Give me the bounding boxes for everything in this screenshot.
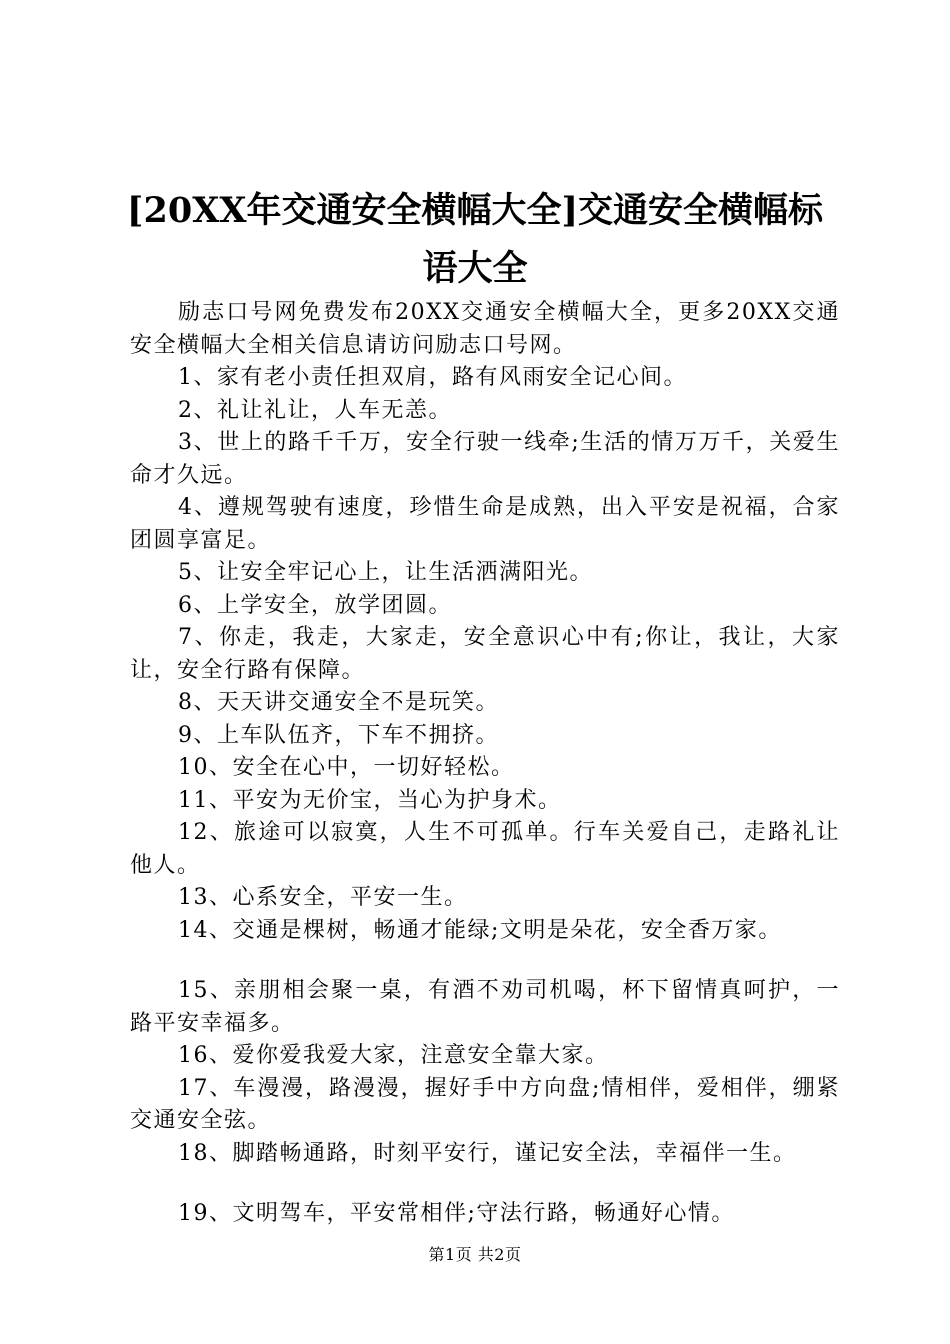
slogan-item: 14、交通是棵树，畅通才能绿;文明是朵花，安全香万家。 [178,917,782,943]
slogan-item: 18、脚踏畅通路，时刻平安行，谨记安全法，幸福伴一生。 [178,1140,797,1166]
intro-paragraph: 励志口号网免费发布20XX交通安全横幅大全，更多20XX交通安全横幅大全相关信息请访问励志口号网。 [130,300,840,358]
slogan-item: 10、安全在心中，一切好轻松。 [178,755,515,780]
title-line-1: [20XX年交通安全横幅大全]交通安全横幅标 [126,190,824,231]
slogan-item: 17、车漫漫，路漫漫，握好手中方向盘;情相伴，爱相伴，绷紧交通安全弦。 [130,1075,840,1133]
page-number-label: 第1页 共2页 [428,1245,522,1264]
slogan-item: 1、家有老小责任担双肩，路有风雨安全记心间。 [178,365,687,390]
paragraph-spacer [130,1170,840,1198]
slogan-item: 13、心系安全，平安一生。 [178,885,468,910]
slogan-item: 8、天天讲交通安全不是玩笑。 [178,690,499,715]
document-title [120,182,830,298]
slogan-item: 11、平安为无价宝，当心为护身术。 [178,787,562,813]
slogan-item: 4、遵规驾驶有速度，珍惜生命是成熟，出入平安是祝福，合家团圆享富足。 [130,495,840,553]
slogan-item: 3、世上的路千千万，安全行驶一线牵;生活的情万万千，关爱生命才久远。 [130,430,840,488]
paragraph-spacer [130,947,840,975]
slogan-item: 7、你走，我走，大家走，安全意识心中有;你让，我让，大家让，安全行路有保障。 [130,625,840,683]
document-body [130,297,840,1231]
title-line-2: 语大全 [422,248,528,289]
slogan-item: 6、上学安全，放学团圆。 [178,592,452,618]
slogan-item: 15、亲朋相会聚一桌，有酒不劝司机喝，杯下留情真呵护，一路平安幸福多。 [130,978,840,1036]
slogan-item: 12、旅途可以寂寞，人生不可孤单。行车关爱自己，走路礼让他人。 [130,820,840,878]
slogan-item: 19、文明驾车，平安常相伴;守法行路，畅通好心情。 [178,1201,735,1226]
slogan-item: 16、爱你爱我爱大家，注意安全靠大家。 [178,1043,609,1068]
slogan-item: 5、让安全牢记心上，让生活洒满阳光。 [178,560,593,585]
slogan-item: 2、礼让礼让，人车无恙。 [178,397,452,423]
slogan-item: 9、上车队伍齐，下车不拥挤。 [178,722,499,748]
page-footer [0,1244,950,1266]
